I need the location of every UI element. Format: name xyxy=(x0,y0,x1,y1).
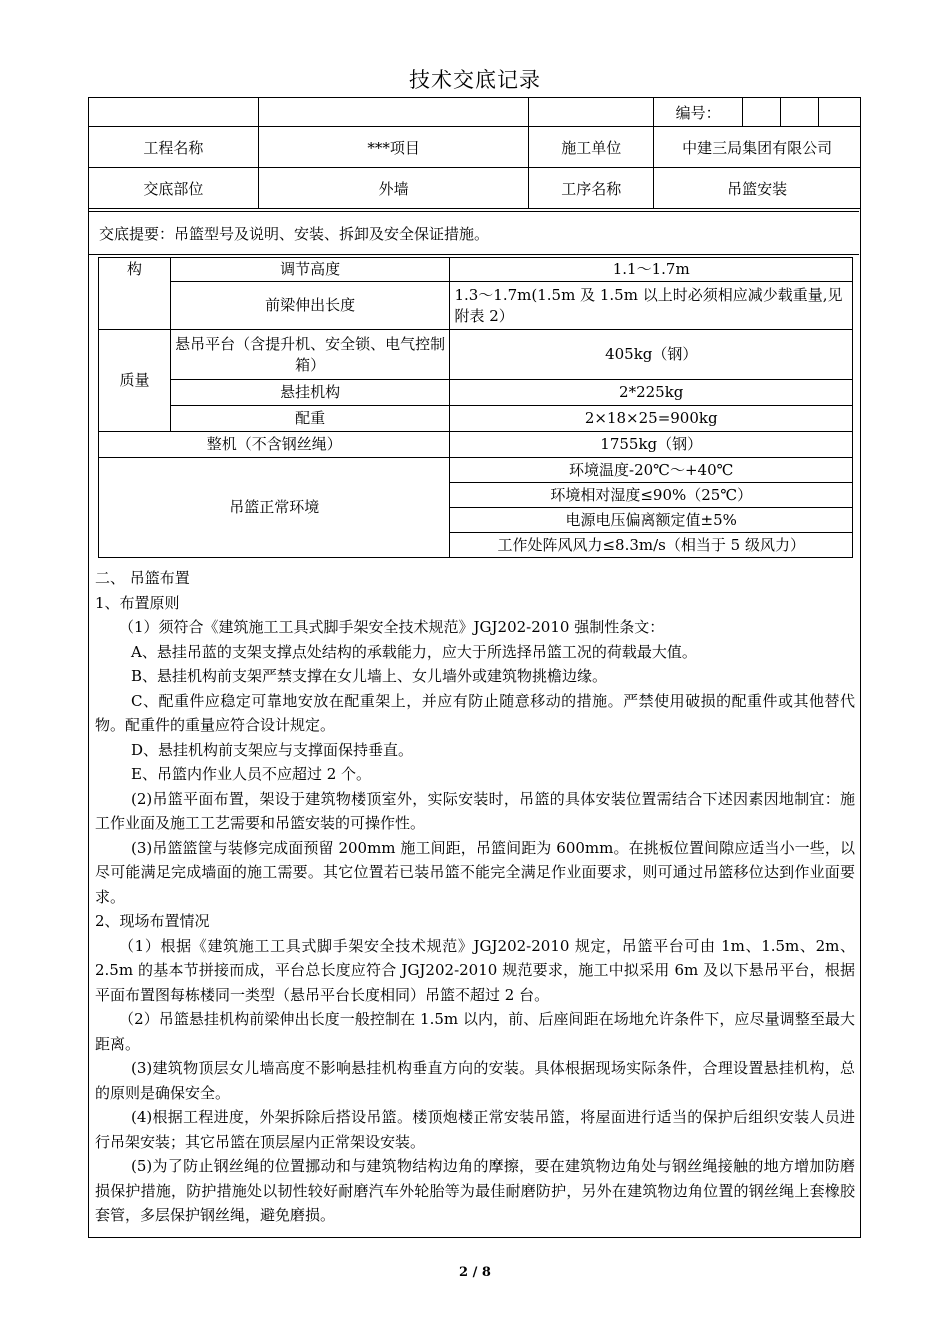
part-value: 外墙 xyxy=(258,168,529,209)
whole-machine-label: 整机（不含钢丝绳） xyxy=(99,432,450,458)
subsection-heading: 2、现场布置情况 xyxy=(95,912,210,930)
contractor-label: 施工单位 xyxy=(529,127,654,168)
body-text xyxy=(95,566,855,1228)
environment-item: 电源电压偏离额定值±5% xyxy=(450,508,853,533)
paragraph: (2)吊篮平面布置，架设于建筑物楼顶室外，实际安装时，吊篮的具体安装位置需结合下述因素因地制宜：施工作业面及施工工艺需要和吊篮安装的可操作性。 xyxy=(95,789,855,832)
paragraph: B、悬挂机构前支架严禁支撑在女儿墙上、女儿墙外或建筑物挑檐边缘。 xyxy=(131,667,608,685)
number-label: 编号： xyxy=(654,98,743,127)
counterweight-label: 配重 xyxy=(170,406,450,432)
number-box xyxy=(743,98,781,127)
paragraph: C、配重件应稳定可靠地安放在配重架上，并应有防止随意移动的措施。严禁使用破损的配重件或其他替代物。配重件的重量应符合设计规定。 xyxy=(95,691,855,734)
environment-item: 工作处阵风风力≤8.3m/s（相当于 5 级风力） xyxy=(450,533,853,558)
blank-cell xyxy=(89,98,259,127)
counterweight-value: 2×18×25=900kg xyxy=(450,406,853,432)
part-label: 交底部位 xyxy=(89,168,259,209)
adjust-height-value: 1.1～1.7m xyxy=(450,258,853,282)
blank-cell xyxy=(258,98,529,127)
spec-table xyxy=(98,257,853,558)
environment-label: 吊篮正常环境 xyxy=(99,458,450,558)
suspension-value: 2*225kg xyxy=(450,380,853,406)
blank-cell xyxy=(529,98,654,127)
paragraph: （1）须符合《建筑施工工具式脚手架安全技术规范》JGJ202-2010 强制性条文： xyxy=(119,618,665,636)
paragraph: A、悬挂吊蓝的支架支撑点处结构的承载能力，应大于所选择吊篮工况的荷载最大值。 xyxy=(131,642,697,661)
project-name-value: ***项目 xyxy=(258,127,529,168)
paragraph: （1）根据《建筑施工工具式脚手架安全技术规范》JGJ202-2010 规定，吊篮平台可由 1m、1.5m、2m、2.5m 的基本节拼接而成，平台总长度应符合 JGJ202-2010 规范要求，施工中拟采用 6m 及以下悬吊平台，根据平面布置图每栋楼同一类型（悬吊平台长度相同）吊篮不超过 2 台。 xyxy=(95,936,855,1004)
paragraph: (3)建筑物顶层女儿墙高度不影响悬挂机构垂直方向的安装。具体根据现场实际条件，合理设置悬挂机构，总的原则是确保安全。 xyxy=(95,1059,855,1102)
number-box xyxy=(819,98,861,127)
number-box xyxy=(781,98,819,127)
platform-label: 悬吊平台（含提升机、安全锁、电气控制箱） xyxy=(170,330,450,380)
document-title: 技术交底记录 xyxy=(409,68,541,92)
mass-label: 质量 xyxy=(99,330,171,432)
front-beam-label: 前梁伸出长度 xyxy=(170,282,450,330)
section-heading: 二、 吊篮布置 xyxy=(95,569,190,587)
paragraph: (5)为了防止钢丝绳的位置挪动和与建筑物结构边角的摩擦，要在建筑物边角处与钢丝绳接触的地方增加防磨损保护措施，防护措施处以韧性较好耐磨汽车外轮胎等为最佳耐磨防护，另外在建筑物边角位置的钢丝绳上套橡胶套管，多层保护钢丝绳，避免磨损。 xyxy=(95,1157,855,1224)
process-label: 工序名称 xyxy=(529,168,654,209)
paragraph: （2）吊篮悬挂机构前梁伸出长度一般控制在 1.5m 以内，前、后座间距在场地允许条件下，应尽量调整至最大距离。 xyxy=(95,1010,855,1053)
environment-item: 环境相对湿度≤90%（25℃） xyxy=(450,483,853,508)
project-name-label: 工程名称 xyxy=(89,127,259,168)
front-beam-value: 1.3～1.7m(1.5m 及 1.5m 以上时必须相应减少载重量,见附表 2） xyxy=(450,282,853,330)
summary-text: 交底提要：吊篮型号及说明、安装、拆卸及安全保证措施。 xyxy=(89,211,859,255)
contractor-value: 中建三局集团有限公司 xyxy=(654,127,861,168)
adjust-height-label: 调节高度 xyxy=(170,258,450,282)
paragraph: D、悬挂机构前支架应与支撑面保持垂直。 xyxy=(131,740,414,759)
header-table xyxy=(88,97,861,209)
environment-item: 环境温度-20℃～+40℃ xyxy=(450,458,853,483)
paragraph: (4)根据工程进度，外架拆除后搭设吊篮。楼顶炮楼正常安装吊篮，将屋面进行适当的保护后组织安装人员进行吊架安装；其它吊篮在顶层屋内正常架设安装。 xyxy=(95,1108,855,1151)
suspension-label: 悬挂机构 xyxy=(170,380,450,406)
paragraph: E、吊篮内作业人员不应超过 2 个。 xyxy=(131,765,372,783)
platform-value: 405kg（钢） xyxy=(450,330,853,380)
structure-label: 构 xyxy=(99,258,171,330)
subsection-heading: 1、布置原则 xyxy=(95,593,180,612)
process-value: 吊篮安装 xyxy=(654,168,861,209)
paragraph: (3)吊篮篮筐与装修完成面预留 200mm 施工间距，吊篮间距为 600mm。在挑板位置间隙应适当小一些，以尽可能满足完成墙面的施工需要。其它位置若已装吊篮不能完全满足作业面要求，则可通过吊篮移位达到作业面要求。 xyxy=(95,838,855,906)
whole-machine-value: 1755kg（钢） xyxy=(450,432,853,458)
page-number: 2 / 8 xyxy=(459,1265,491,1280)
